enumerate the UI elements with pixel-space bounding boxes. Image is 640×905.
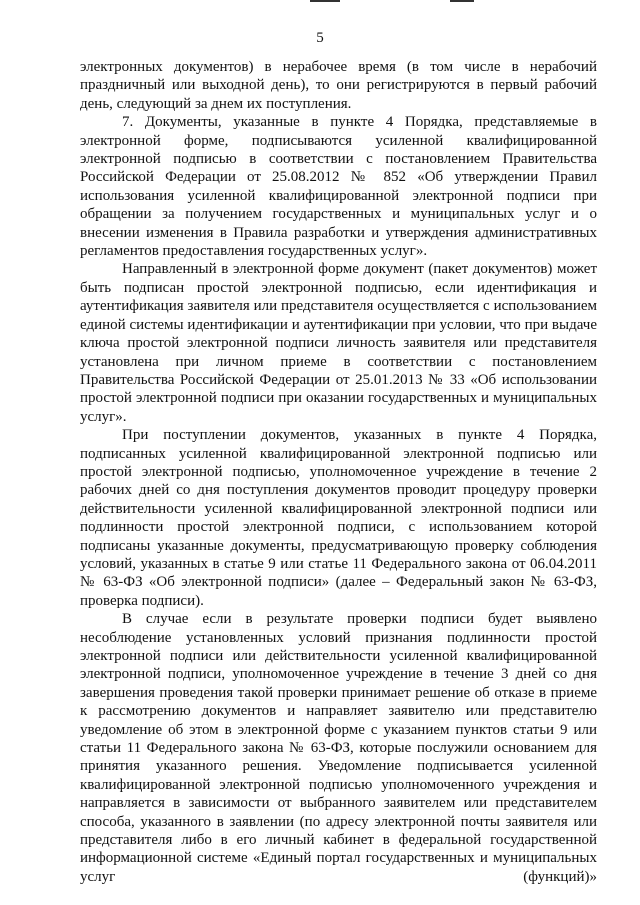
- paragraph-refusal-notice: В случае если в результате проверки подписи будет выявлено несоблюдение установленных условий признания подлинности простой электронной подписи или действительности усиленной квалифицированной электронной подписи, уполномоченное учреждение в течение 3 дней со дня завершения проведения такой проверки принимает решение об отказе в приеме к рассмотрению документов и направляет заявителю или представителю уведомление об этом в электронной форме с указанием пунктов статьи 9 или статьи 11 Федерального закона № 63-ФЗ, которые послужили основанием для принятия указанного решения. Уведомление подписывается усиленной квалифицированной электронной подписью уполномоченного учреждения и направляется в зависимости от выбранного заявителем или представителем способа, указанного в заявлении (по адресу электронной почты заявителя или представителя либо в его личный кабинет в федеральной государственной информационной системе «Единый портал государственных и муниципальных услуг (функций)»: [80, 611, 597, 885]
- paragraph-item-7: 7. Документы, указанные в пункте 4 Порядка, представляемые в электронной форме, подписываются усиленной квалифицированной электронной подписью в соответствии с постановлением Правительства Российской Федерации от 25.08.2012 № 852 «Об утверждении Правил использования усиленной квалифицированной электронной подписи при обращении за получением государственных и муниципальных услуг и о внесении изменения в Правила разработки и утверждения административных регламентов предоставления государственных услуг».: [80, 114, 597, 260]
- scan-artifact-marks: [300, 0, 480, 4]
- paragraph-continuation: электронных документов) в нерабочее время (в том числе в нерабочий праздничный или выходной день), то они регистрируются в первый рабочий день, следующий за днем их поступления.: [80, 59, 597, 112]
- page-number: 5: [316, 30, 324, 46]
- document-body: [80, 58, 597, 886]
- paragraph-simple-signature: Направленный в электронной форме документ (пакет документов) может быть подписан простой электронной подписью, если идентификация и аутентификация заявителя или представителя осуществляется с использованием единой системы идентификации и аутентификации при условии, что при выдаче ключа простой электронной подписи личность заявителя или представителя установлена при личном приеме в соответствии с постановлением Правительства Российской Федерации от 25.01.2013 № 33 «Об использовании простой электронной подписи при оказании государственных и муниципальных услуг».: [80, 261, 597, 425]
- paragraph-signature-verification: При поступлении документов, указанных в пункте 4 Порядка, подписанных усиленной квалифицированной электронной подписью или простой электронной подписью, уполномоченное учреждение в течение 2 рабочих дней со дня поступления документов проводит процедуру проверки действительности усиленной квалифицированной электронной подписи или подлинности простой электронной подписи, с использованием которой подписаны указанные документы, предусматривающую проверку соблюдения условий, указанных в статье 9 или статье 11 Федерального закона от 06.04.2011 № 63-ФЗ «Об электронной подписи» (далее – Федеральный закон № 63-ФЗ, проверка подписи).: [80, 427, 597, 609]
